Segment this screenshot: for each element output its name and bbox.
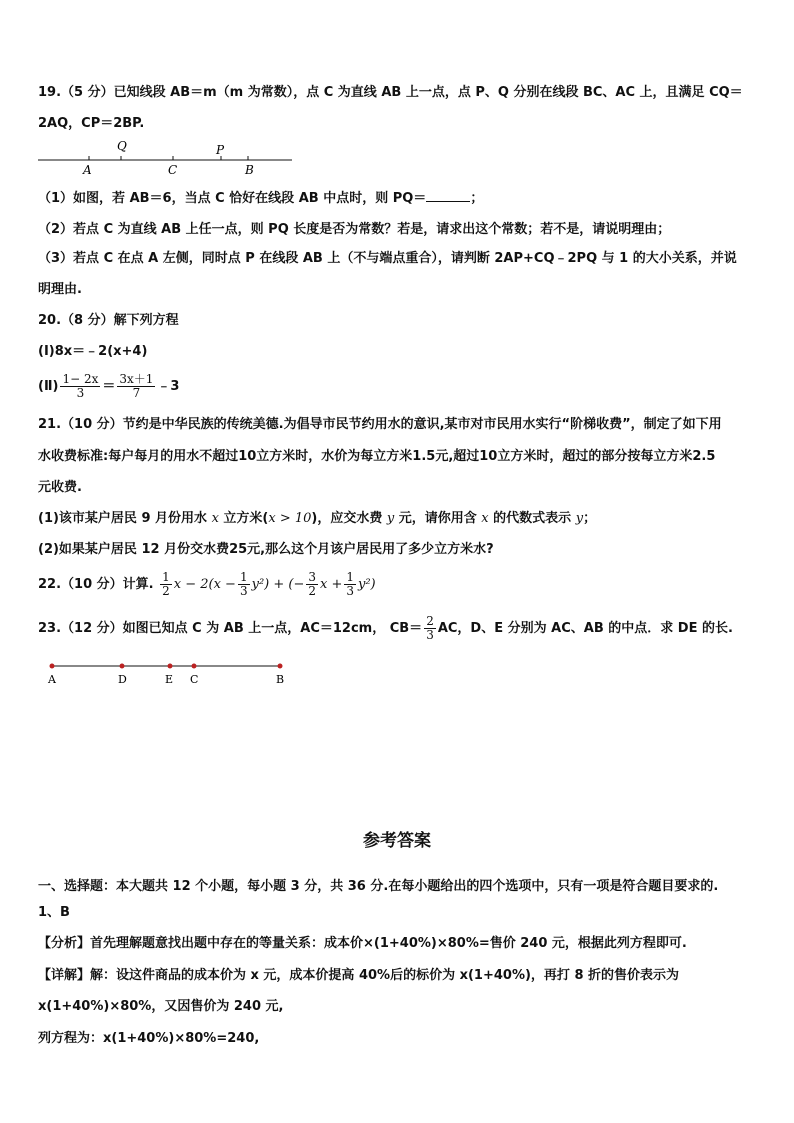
point-c: [192, 664, 197, 669]
var-y-2: y: [575, 511, 584, 526]
q21-line2: 水收费标准:每户每月的用水不超过10立方米时，水价为每立方米1.5元,超过10立方米时，超过的部分按每立方米2.5: [38, 449, 716, 464]
frac-2-den: 3: [239, 584, 248, 598]
frac-2: [238, 571, 250, 598]
q21-line3: 元收费.: [38, 480, 82, 495]
var-y: y: [386, 511, 395, 526]
rhs-denominator: 7: [132, 386, 141, 400]
label-c: C: [168, 163, 178, 177]
var-x-2: x: [481, 511, 489, 526]
q19-line2: 2AQ，CP＝2BP.: [38, 116, 145, 131]
answer-analysis: 【分析】首先理解题意找出题中存在的等量关系：成本价×(1+40%)×80%=售价 240 元，根据此列方程即可.: [38, 936, 687, 951]
q21-sub1-e: 的代数式表示: [488, 511, 576, 526]
answer-detail-line2: x(1+40%)×80%，又因售价为 240 元,: [38, 999, 284, 1014]
label-d: D: [118, 673, 127, 686]
frac-1-num: 1: [162, 570, 170, 584]
lhs-denominator: 3: [76, 386, 85, 400]
q21-sub1-a: (1)该市某户居民 9 月份用水: [38, 511, 212, 526]
frac-3-den: 2: [308, 584, 316, 598]
condition: x > 10: [268, 511, 312, 526]
frac-3-num: 3: [308, 570, 316, 584]
label-e: E: [165, 673, 174, 686]
answer-item: 1、B: [38, 905, 70, 920]
q21-line1: 21.（10 分）节约是中华民族的传统美德.为倡导市民节约用水的意识,某市对市民用水实行“阶梯收费”，制定了如下用: [38, 417, 722, 432]
q22-head: 22.（10 分）计算.: [38, 577, 154, 592]
q20-head: 20.（8 分）解下列方程: [38, 313, 179, 328]
q23-figure: [44, 656, 294, 688]
q19-part3-line1: （3）若点 C 在点 A 左侧，同时点 P 在线段 AB 上（不与端点重合），请判断 2AP+CQ﹣2PQ 与 1 的大小关系，并说: [38, 251, 737, 266]
answer-blank: [426, 189, 470, 202]
expr-part-1: x − 2(x −: [173, 577, 236, 592]
q20-eq1: (Ⅰ)8x＝﹣2(x+4): [38, 344, 148, 359]
q20-eq-sign: ＝: [102, 379, 116, 394]
label-b: B: [276, 673, 285, 686]
q21-sub1-f: ；: [583, 511, 597, 526]
frac-1-den: 2: [162, 584, 170, 598]
q19-figure: [36, 136, 296, 180]
frac-3: [306, 571, 318, 598]
label-b: B: [245, 163, 254, 177]
q23-post: AC，D、E 分别为 AC、AB 的中点．求 DE 的长.: [437, 621, 733, 636]
q19-line1: 19.（5 分）已知线段 AB＝m（m 为常数），点 C 为直线 AB 上一点，点 P、Q 分别在线段 BC、AC 上，且满足 CQ＝: [38, 85, 743, 100]
frac-2-num: 1: [239, 570, 248, 584]
q21-sub1-b: 立方米(: [218, 511, 269, 526]
point-e: [168, 664, 173, 669]
q19-part1-end: ；: [470, 191, 484, 206]
q21-sub2: (2)如果某户居民 12 月份交水费25元,那么这个月该户居民用了多少立方米水?: [38, 542, 494, 557]
expr-part-4: y²): [358, 577, 376, 592]
q23-frac-num: 2: [426, 614, 434, 628]
frac-4-num: 1: [346, 570, 354, 584]
answer-title: 参考答案: [363, 831, 431, 851]
q20-lhs-fraction: [60, 373, 100, 400]
answer-equation: 列方程为：x(1+40%)×80%=240,: [38, 1031, 260, 1046]
q21-sub1-d: 元，请你用含: [394, 511, 482, 526]
q20-eq2-prefix: (Ⅱ): [38, 379, 59, 394]
frac-1: [160, 571, 172, 598]
q21-sub1: [38, 510, 596, 528]
rhs-numerator: 3x＋1: [119, 372, 154, 386]
label-p: P: [216, 143, 225, 157]
q19-part2: （2）若点 C 为直线 AB 上任一点，则 PQ 长度是否为常数？若是，请求出这个常数；若不是，请说明理由；: [38, 222, 671, 237]
label-c: C: [190, 673, 199, 686]
point-d: [120, 664, 125, 669]
q23-pre: 23.（12 分）如图已知点 C 为 AB 上一点，AC＝12cm， CB＝: [38, 621, 423, 636]
point-a: [50, 664, 55, 669]
q20-rhs-fraction: [117, 373, 155, 400]
expr-part-2: y²) + (−: [251, 577, 305, 592]
q21-sub1-c: )，应交水费: [311, 511, 387, 526]
q22-line: [38, 568, 376, 602]
q20-eq2-tail: ﹣3: [157, 379, 180, 394]
point-b: [278, 664, 283, 669]
lhs-numerator: 1− 2x: [62, 372, 99, 386]
expr-part-3: x +: [320, 577, 343, 592]
label-a: A: [83, 163, 92, 177]
q23-fraction: [424, 615, 436, 642]
q20-eq2: [38, 370, 179, 404]
answer-section-heading: 一、选择题：本大题共 12 个小题，每小题 3 分，共 36 分.在每小题给出的四个选项中，只有一项是符合题目要求的.: [38, 879, 719, 894]
label-a: A: [48, 673, 56, 686]
var-x: x: [211, 511, 219, 526]
q19-part1-text: （1）如图，若 AB＝6，当点 C 恰好在线段 AB 中点时，则 PQ＝: [38, 191, 427, 206]
answer-detail-line1: 【详解】解：设这件商品的成本价为 x 元，成本价提高 40%后的标价为 x(1+40%)，再打 8 折的售价表示为: [38, 968, 680, 983]
label-q: Q: [117, 139, 127, 153]
q23-frac-den: 3: [426, 628, 434, 642]
q19-part1: [38, 189, 483, 208]
q19-part3-line2: 明理由.: [38, 282, 82, 297]
frac-4: [344, 571, 356, 598]
q23-line: [38, 612, 733, 646]
frac-4-den: 3: [346, 584, 354, 598]
